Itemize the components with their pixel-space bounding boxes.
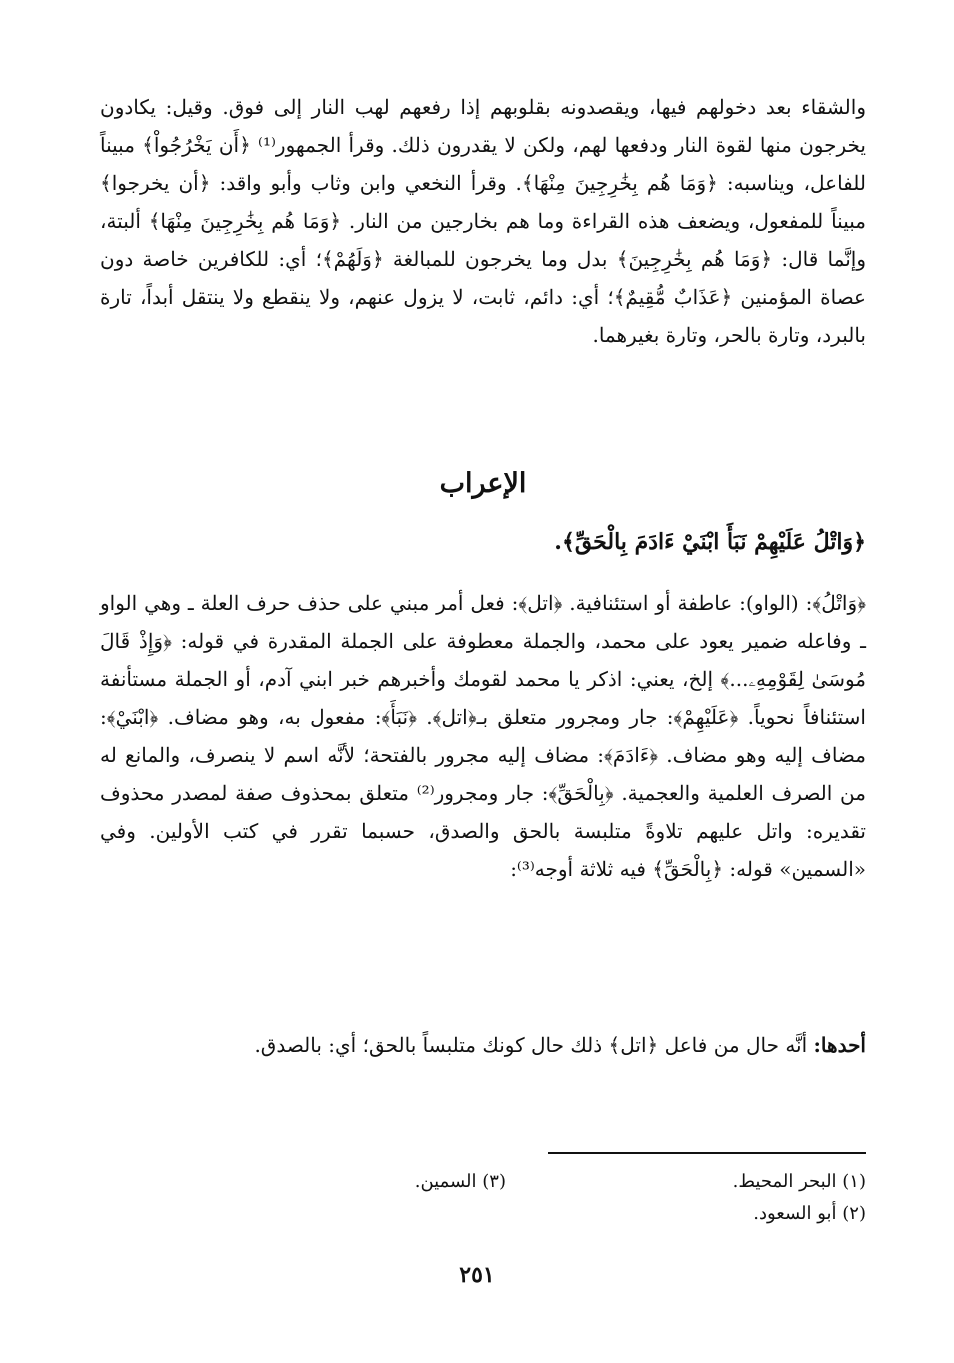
page-number: ٢٥١ bbox=[459, 1262, 495, 1288]
paragraph-irab: ﴿وَاتْلُ﴾: (الواو): عاطفة أو استئنافية. ﴿اتل﴾: فعل أمر مبني على حذف حرف العلة ـ وهي الواو ـ وفاعله ضمير يعود على محمد، والجملة معطوفة على الجملة المقدرة في قوله: ﴿وَإِذْ قَالَ مُوسَىٰ لِقَوْمِهِۦ...﴾ إلخ، يعني: اذكر يا محمد لقومك وأخبرهم خبر ابني آدم، أو الجملة مستأنفة استئنافاً نحوياً. ﴿عَلَيْهِمْ﴾: جار ومجرور متعلق بـ﴿اتل﴾. ﴿نَبَأَ﴾: مفعول به، وهو مضاف. ﴿ابْنَيْ﴾: مضاف إليه وهو مضاف. ﴿ءَادَمَ﴾: مضاف إليه مجرور بالفتحة؛ لأنَّه اسم لا ينصرف، والمانع له من الصرف العلمية والعجمية. ﴿بِالْحَقِّ﴾: جار ومجرور⁽²⁾ متعلق بمحذوف صفة لمصدر محذوف تقديره: واتل عليهم تلاوةً متلبسة بالحق والصدق، حسبما تقرر في كتب الأولين. وفي «السمين» قوله: ﴿بِالْحَقِّ﴾ فيه ثلاثة أوجه⁽³⁾: bbox=[100, 591, 866, 881]
section-heading: الإعراب bbox=[439, 468, 527, 499]
footnotes bbox=[100, 1166, 866, 1230]
footnote-1: (١) البحر المحيط. bbox=[732, 1171, 866, 1192]
footnote-3: (٣) السمين. bbox=[414, 1171, 506, 1192]
first-aspect-text: أنَّه حال من فاعل ﴿اتل﴾ ذلك حال كونك متلبساً بالحق؛ أي: بالصدق. bbox=[254, 1033, 814, 1057]
first-aspect-label: أحدها: bbox=[813, 1033, 866, 1057]
footnote-divider bbox=[548, 1152, 866, 1154]
quran-verse: ﴿وَاتْلُ عَلَيْهِمْ نَبَأَ ابْنَيْ ءَادَمَ بِالْحَقِّ﴾. bbox=[554, 529, 866, 555]
paragraph-tafsir: والشقاء بعد دخولهم فيها، ويقصدونه بقلوبهم إذا رفعهم لهب النار إلى فوق. وقيل: يكادون يخرجون منها لقوة النار ودفعها لهم، ولكن لا يقدرون ذلك. وقرأ الجمهور⁽¹⁾ ﴿أَن يَخْرُجُواْ﴾ مبيناً للفاعل، ويناسبه: ﴿وَمَا هُم بِخَٰرِجِينَ مِنْهَا﴾. وقرأ النخعي وابن وثاب وأبو واقد: ﴿أن يخرجوا﴾ مبيناً للمفعول، ويضعف هذه القراءة وما هم بخارجين من النار. ﴿وَمَا هُم بِخَٰرِجِينَ مِنْهَا﴾ ألبتة، وإنَّما قال: ﴿وَمَا هُم بِخَٰرِجِينَ﴾ بدل وما يخرجون للمبالغة ﴿وَلَهُمْ﴾؛ أي: للكافرين خاصة دون عصاة المؤمنين ﴿عَذَابٌ مُّقِيمٌ﴾؛ أي: دائم، ثابت، لا يزول عنهم، ولا ينقطع ولا ينتقل أبداً، تارة بالبرد، وتارة بالحر، وتارة بغيرهما. bbox=[100, 95, 867, 347]
footnote-row bbox=[100, 1166, 866, 1198]
footnote-2: (٢) أبو السعود. bbox=[753, 1203, 866, 1224]
footnote-row bbox=[100, 1198, 866, 1230]
paragraph-first-aspect bbox=[100, 1026, 866, 1064]
